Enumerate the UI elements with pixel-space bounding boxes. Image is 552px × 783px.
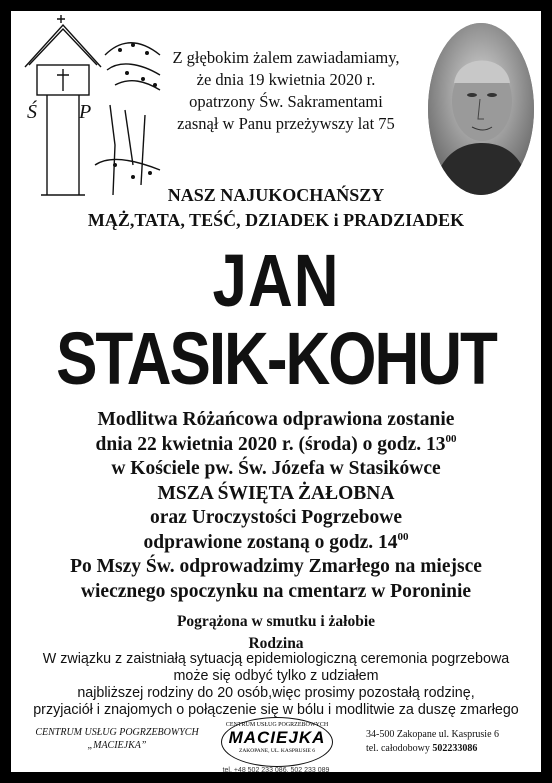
announcement-line: Z głębokim żalem zawiadamiamy, — [172, 48, 400, 67]
time-minutes: 00 — [445, 432, 457, 445]
logo-main-text: MACIEJKA — [228, 728, 326, 747]
bottom-phones: tel. +48 502 233 086, 502 233 089 — [222, 767, 330, 774]
ceremony-line: MSZA ŚWIĘTA ŻAŁOBNA — [157, 482, 395, 504]
ceremony-line-text: dnia 22 kwietnia 2020 r. (środa) o godz. 13 — [95, 433, 446, 455]
phone-label: tel. całodobowy — [366, 743, 430, 754]
funeral-home-name — [27, 726, 207, 752]
ceremony-line: Modlitwa Różańcowa odprawiona zostanie — [97, 409, 455, 430]
ceremony-line: Po Mszy Św. odprowadzimy Zmarłego na miejsce — [70, 556, 482, 577]
funeral-home-line: „MACIEJKA” — [87, 740, 147, 751]
notice-line: W związku z zaistniałą sytuacją epidemiologiczną ceremonia pogrzebowa — [42, 651, 510, 667]
announcement-line: opatrzony Św. Sakramentami — [189, 92, 383, 111]
ceremony-line-text: odprawione zostaną o godz. 14 — [143, 531, 398, 553]
phone-number: 502233086 — [432, 743, 478, 754]
deceased-last-name: STASIK-KOHUT — [56, 318, 496, 401]
logo-bottom-text: ZAKOPANE, UL. KASPRUSIE 6 — [238, 748, 316, 754]
ceremony-line — [11, 433, 541, 458]
address: 34-500 Zakopane ul. Kasprusie 6 — [366, 729, 500, 740]
obituary-page — [11, 11, 541, 772]
deceased-portrait — [428, 23, 534, 195]
epidemic-notice — [11, 651, 541, 719]
deceased-first-name: JAN — [212, 240, 340, 323]
family-relation — [11, 183, 541, 233]
ceremony-line: oraz Uroczystości Pogrzebowe — [150, 507, 402, 528]
phone-line — [366, 742, 536, 756]
family-line: MĄŻ,TATA, TEŚĆ, DZIADEK i PRADZIADEK — [87, 210, 465, 230]
ceremony-line: wiecznego spoczynku na cmentarz w Poroninie — [80, 580, 472, 602]
ceremony-details — [11, 408, 541, 604]
logo-top-text: CENTRUM USŁUG POGRZEBOWYCH — [225, 722, 329, 728]
notice-line: najbliższej rodziny do 20 osób,więc prosimy pozostałą rodzinę, — [77, 685, 475, 701]
ceremony-line: w Kościele pw. Św. Józefa w Stasikówce — [111, 458, 441, 479]
mourning-line: Pogrążona w smutku i żałobie — [176, 613, 376, 630]
mourning-line: Rodzina — [248, 635, 304, 652]
cross-letter-left: Ś — [27, 101, 37, 123]
announcement-line: że dnia 19 kwietnia 2020 r. — [196, 70, 376, 89]
death-announcement — [161, 47, 411, 135]
notice-line: przyjaciół i znajomych o połączenie się w bólu i modlitwie za duszę zmarłego — [33, 702, 519, 718]
announcement-line: zasnął w Panu przeżywszy lat 75 — [177, 114, 395, 133]
ceremony-line — [11, 531, 541, 556]
time-minutes: 00 — [397, 530, 409, 543]
funeral-home-line: CENTRUM USŁUG POGRZEBOWYCH — [35, 727, 199, 738]
funeral-home-contact — [366, 728, 536, 756]
mourning-signature — [11, 611, 541, 655]
cross-letter-right: P — [79, 101, 92, 123]
family-line: NASZ NAJUKOCHAŃSZY — [167, 185, 385, 205]
funeral-home-logo — [221, 717, 333, 767]
notice-line: może się odbyć tylko z udziałem — [173, 668, 379, 684]
